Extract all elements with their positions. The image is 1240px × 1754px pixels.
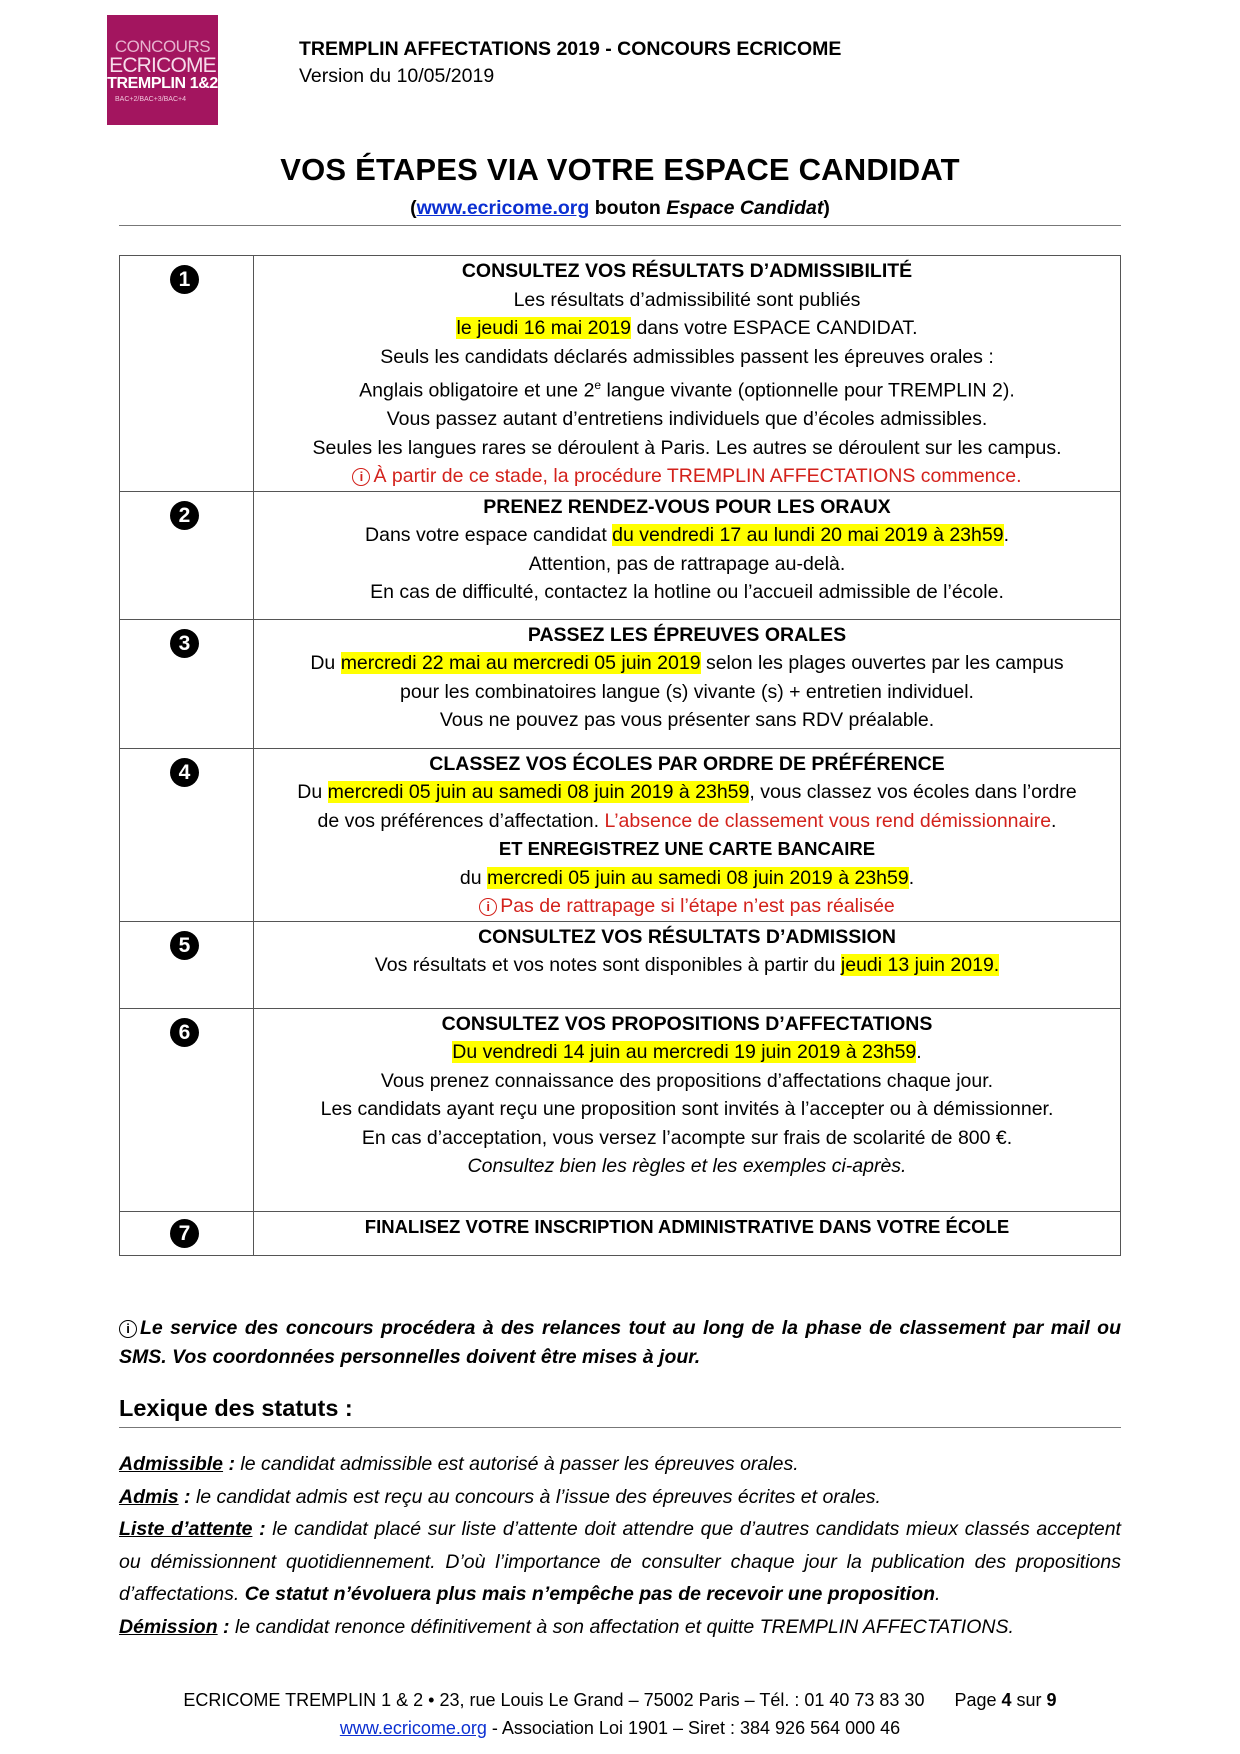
logo-line-concours: CONCOURS [114,36,211,56]
header-version: Version du 10/05/2019 [299,65,495,87]
step-2-line-1: Dans votre espace candidat du vendredi 17 au lundi 20 mai 2019 à 23h59. [365,524,1009,546]
step-3-date-highlight: mercredi 22 mai au mercredi 05 juin 2019 [340,652,701,674]
step-6-date-highlight: Du vendredi 14 juin au mercredi 19 juin 2019 à 23h59 [452,1041,917,1063]
step-6-line-2: Vous prenez connaissance des propositions d’affectations chaque jour. [380,1069,994,1092]
step-4-subtitle: ET ENREGISTREZ UNE CARTE BANCAIRE [498,838,876,859]
step-row-7 [120,1211,1121,1255]
lexique-title: Lexique des statuts : [119,1395,353,1421]
step-6-line-4: En cas d’acceptation, vous versez l’acompte sur frais de scolarité de 800 €. [361,1126,1013,1149]
step-4-card-date-highlight: mercredi 05 juin au samedi 08 juin 2019 à 23h59 [486,866,909,889]
lexique-item-liste-attente: Liste d’attente : le candidat placé sur liste d’attente doit attendre que d’autres candidats mieux classés acceptent ou démissionnent quotidiennement. D’où l’importance de consulter chaque jour la publication des propositions d’affectations. Ce statut n’évoluera plus mais n’empêche pas de recevoir une proposition. [119,1518,1121,1605]
step-2-line-2: Attention, pas de rattrapage au-delà. [528,552,846,575]
step-2-line-3: En cas de difficulté, contactez la hotline ou l’accueil admissible de l’école. [370,581,1004,603]
step-number-4: 4 [170,758,199,787]
lexique-list [119,1448,1121,1643]
page-title: VOS ÉTAPES VIA VOTRE ESPACE CANDIDAT [280,152,960,187]
step-1-line-2: le jeudi 16 mai 2019 dans votre ESPACE CANDIDAT. [456,317,918,339]
ecricome-link[interactable]: www.ecricome.org [416,197,590,219]
step-number-2: 2 [170,501,199,530]
step-5-date-highlight: jeudi 13 juin 2019. [840,954,1000,976]
footer-association: www.ecricome.org - Association Loi 1901 – Siret : 384 926 564 000 46 [339,1718,901,1738]
step-4-line-3: du mercredi 05 juin au samedi 08 juin 2019 à 23h59. [459,866,915,889]
header-title: TREMPLIN AFFECTATIONS 2019 - CONCOURS ECRICOME [299,38,842,60]
footer-address: ECRICOME TREMPLIN 1 & 2 • 23, rue Louis Le Grand – 75002 Paris – Tél. : 01 40 73 83 30 Page 4 sur 9 [183,1690,1057,1710]
step-4-red-warning: L’absence de classement vous rend démissionnaire [604,809,1052,832]
step-2-date-highlight: du vendredi 17 au lundi 20 mai 2019 à 23h59 [612,524,1004,546]
step-5-line-1: Vos résultats et vos notes sont disponibles à partir du jeudi 13 juin 2019. [374,954,1000,976]
step-1-line-5: Vous passez autant d’entretiens individuels que d’écoles admissibles. [386,408,988,430]
step-3-line-3: Vous ne pouvez pas vous présenter sans RDV préalable. [439,709,935,731]
title-divider [119,225,1121,226]
step-4-warning: i Pas de rattrapage si l’étape n’est pas réalisée [254,892,1120,921]
footer-ecricome-link[interactable]: www.ecricome.org [339,1718,487,1738]
step-row-5 [120,921,1121,1008]
step-row-4 [120,748,1121,921]
info-icon: i [119,1320,137,1338]
step-1-line-4: Anglais obligatoire et une 2e langue vivante (optionnelle pour TREMPLIN 2). [359,378,1015,402]
step-4-line-2: de vos préférences d’affectation. L’absence de classement vous rend démissionnaire. [317,809,1057,832]
step-5-title: CONSULTEZ VOS RÉSULTATS D’ADMISSION [478,925,896,948]
step-6-line-5: Consultez bien les règles et les exemples ci-après. [467,1155,907,1177]
step-2-title: PRENEZ RENDEZ-VOUS POUR LES ORAUX [483,495,891,518]
step-1-warning: i À partir de ce stade, la procédure TREMPLIN AFFECTATIONS commence. [254,462,1120,491]
step-1-line-6: Seules les langues rares se déroulent à Paris. Les autres se déroulent sur les campus. [312,436,1062,459]
ecricome-logo [107,15,218,125]
page-subtitle [0,197,1240,220]
step-6-title: CONSULTEZ VOS PROPOSITIONS D’AFFECTATIONS [441,1012,933,1035]
lexique-item-demission: Démission : le candidat renonce définitivement à son affectation et quitte TREMPLIN AFFECTATIONS. [119,1615,1014,1638]
lexique-item-admissible: Admissible : le candidat admissible est autorisé à passer les épreuves orales. [119,1453,799,1475]
subtitle-espace-candidat: Espace Candidat [666,197,824,219]
step-1-date-highlight: le jeudi 16 mai 2019 [456,317,632,339]
logo-line-tremplin: TREMPLIN 1&2 [107,74,218,92]
lexique-item-admis: Admis : le candidat admis est reçu au concours à l’issue des épreuves écrites et orales. [119,1485,881,1508]
step-4-title: CLASSEZ VOS ÉCOLES PAR ORDRE DE PRÉFÉRENCE [429,752,945,775]
relances-note: i Le service des concours procédera à des relances tout au long de la phase de classement par mail ou SMS. Vos coordonnées personnelles doivent être mises à jour. [119,1317,1121,1368]
step-row-6 [120,1008,1121,1211]
subtitle-middle: bouton [589,197,667,219]
step-4-date-highlight: mercredi 05 juin au samedi 08 juin 2019 à 23h59 [327,781,750,803]
step-7-title: FINALISEZ VOTRE INSCRIPTION ADMINISTRATIVE DANS VOTRE ÉCOLE [364,1215,1010,1237]
step-row-3 [120,619,1121,748]
step-1-line-3: Seuls les candidats déclarés admissibles passent les épreuves orales : [380,345,994,368]
step-1-line-1: Les résultats d’admissibilité sont publiés [513,288,861,311]
step-6-line-3: Les candidats ayant reçu une proposition sont invités à l’accepter ou à démissionner. [320,1098,1054,1120]
info-icon: i [479,898,497,916]
step-number-3: 3 [170,629,199,658]
step-row-2 [120,491,1121,619]
logo-line-bac: BAC+2/BAC+3/BAC+4 [115,95,187,103]
logo-line-ecricome: ECRICOME [109,53,216,77]
step-number-7: 7 [170,1219,199,1248]
step-3-line-1: Du mercredi 22 mai au mercredi 05 juin 2019 selon les plages ouvertes par les campus [310,652,1064,674]
page-number: Page 4 sur 9 [954,1690,1057,1710]
step-number-5: 5 [170,931,199,960]
subtitle-close: ) [823,197,830,219]
step-number-6: 6 [170,1018,199,1047]
lexique-divider [119,1427,1121,1428]
info-icon: i [352,468,370,486]
step-number-1: 1 [170,265,199,294]
step-3-title: PASSEZ LES ÉPREUVES ORALES [527,623,847,646]
step-3-line-2: pour les combinatoires langue (s) vivante (s) + entretien individuel. [400,680,974,703]
step-1-title: CONSULTEZ VOS RÉSULTATS D’ADMISSIBILITÉ [461,260,913,282]
subtitle-open: ( [410,197,417,219]
steps-table [119,255,1121,1256]
step-row-1 [120,256,1121,492]
step-4-line-1: Du mercredi 05 juin au samedi 08 juin 2019 à 23h59, vous classez vos écoles dans l’ordre [297,781,1077,803]
step-6-line-1: Du vendredi 14 juin au mercredi 19 juin 2019 à 23h59. [452,1041,922,1063]
